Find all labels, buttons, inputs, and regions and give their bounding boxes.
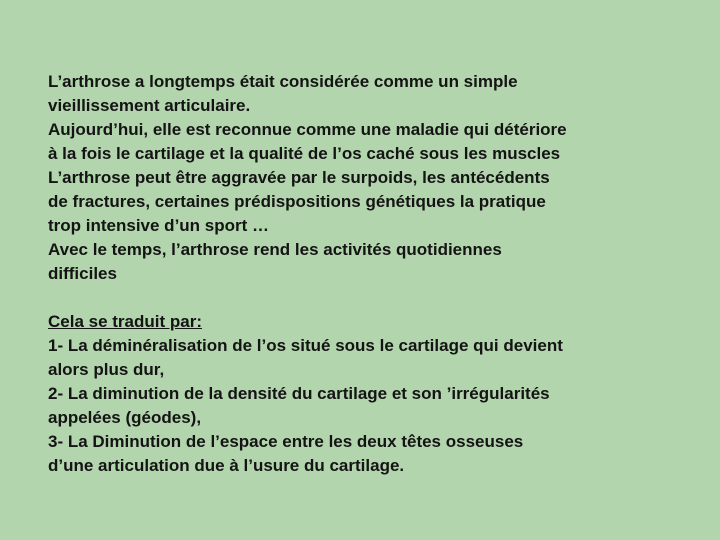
slide-text-body	[48, 70, 688, 478]
list-line: appelées (géodes),	[48, 408, 202, 427]
intro-line: L’arthrose a longtemps était considérée comme un simple	[48, 72, 518, 91]
paragraph-spacer	[48, 286, 688, 310]
list-line: d’une articulation due à l’usure du cartilage.	[48, 456, 405, 475]
intro-line: L’arthrose peut être aggravée par le surpoids, les antécédents	[48, 168, 550, 187]
intro-line: trop intensive d’un sport …	[48, 216, 270, 235]
intro-line: Aujourd’hui, elle est reconnue comme une maladie qui détériore	[48, 120, 567, 139]
intro-line: à la fois le cartilage et la qualité de l’os caché sous les muscles	[48, 144, 561, 163]
intro-line: Avec le temps, l’arthrose rend les activités quotidiennes	[48, 240, 502, 259]
intro-line: vieillissement articulaire.	[48, 96, 251, 115]
intro-line: de fractures, certaines prédispositions génétiques la pratique	[48, 192, 546, 211]
section-heading: Cela se traduit par:	[48, 312, 202, 331]
list-line: 3- La Diminution de l’espace entre les deux têtes osseuses	[48, 432, 524, 451]
intro-line: difficiles	[48, 264, 117, 283]
list-line: 1- La déminéralisation de l’os situé sous le cartilage qui devient	[48, 336, 563, 355]
list-line: alors plus dur,	[48, 360, 165, 379]
list-line: 2- La diminution de la densité du cartilage et son ’irrégularités	[48, 384, 550, 403]
